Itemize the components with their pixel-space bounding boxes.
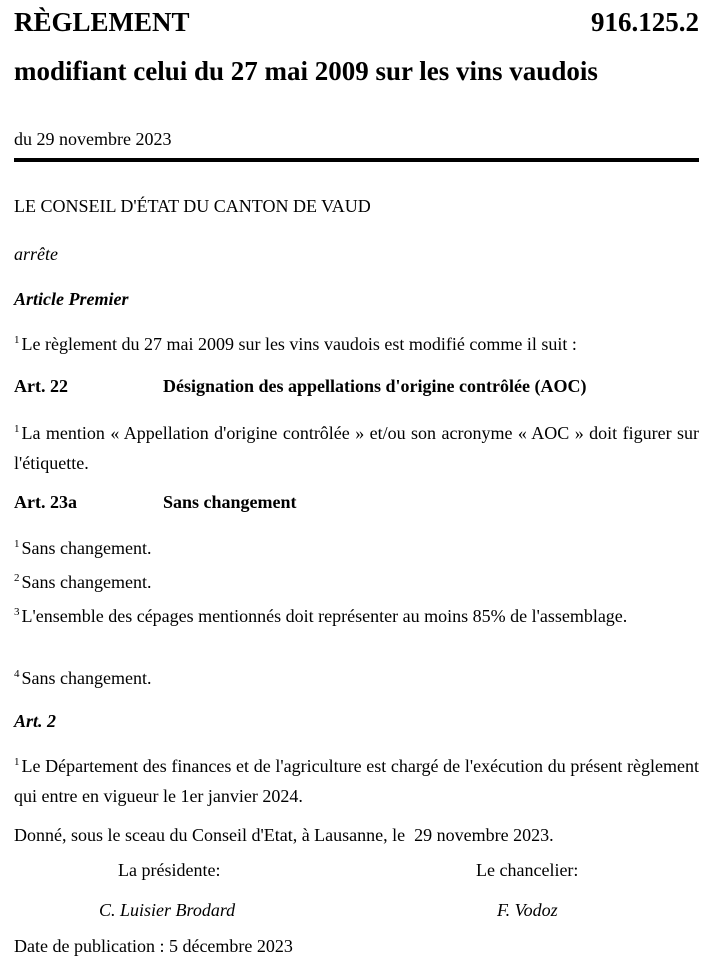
art2-heading: Art. 2 — [14, 711, 57, 731]
decision-verb: arrête — [14, 244, 58, 264]
paragraph-number: 4 — [14, 668, 20, 680]
document-type: RÈGLEMENT — [14, 7, 190, 37]
art22-paragraph-1 — [14, 418, 699, 478]
paragraph-number: 1 — [14, 538, 20, 550]
paragraph-number: 1 — [14, 756, 20, 768]
art22-number: Art. 22 — [14, 376, 68, 396]
document-date: du 29 novembre 2023 — [14, 129, 172, 149]
paragraph-text: L'ensemble des cépages mentionnés doit représenter au moins 85% de l'assemblage. — [21, 606, 628, 626]
paragraph-text: Sans changement. — [21, 572, 152, 592]
paragraph-number: 1 — [14, 334, 20, 346]
paragraph-text: Le Département des finances et de l'agriculture est chargé de l'exécution du présent règlement qui entre en vigueur le 1er janvier 2024. — [14, 756, 699, 806]
publication-date: Date de publication : 5 décembre 2023 — [14, 936, 293, 956]
document-subtitle: modifiant celui du 27 mai 2009 sur les vins vaudois — [14, 56, 598, 86]
art23a-title: Sans changement — [163, 492, 297, 512]
president-label: La présidente: — [118, 860, 221, 880]
paragraph-number: 1 — [14, 423, 20, 435]
paragraph-number: 2 — [14, 572, 20, 584]
article-premier-paragraph-1 — [14, 335, 699, 353]
art2-paragraph-1 — [14, 751, 699, 811]
header-divider — [14, 158, 699, 162]
art23a-number: Art. 23a — [14, 492, 77, 512]
chancellor-name: F. Vodoz — [497, 900, 558, 920]
given-statement: Donné, sous le sceau du Conseil d'Etat, à Lausanne, le 29 novembre 2023. — [14, 825, 554, 845]
art23a-paragraph-4 — [14, 669, 699, 687]
paragraph-number: 3 — [14, 606, 20, 618]
paragraph-text: La mention « Appellation d'origine contrôlée » et/ou son acronyme « AOC » doit figurer sur l'étiquette. — [14, 423, 699, 473]
art23a-paragraph-1 — [14, 539, 699, 557]
authority: LE CONSEIL D'ÉTAT DU CANTON DE VAUD — [14, 196, 371, 216]
art23a-paragraph-2 — [14, 573, 699, 591]
document-reference: 916.125.2 — [591, 7, 699, 37]
paragraph-text: Sans changement. — [21, 668, 152, 688]
art22-heading — [0, 377, 713, 399]
chancellor-label: Le chancelier: — [476, 860, 579, 880]
president-name: C. Luisier Brodard — [99, 900, 236, 920]
paragraph-text: Le règlement du 27 mai 2009 sur les vins vaudois est modifié comme il suit : — [21, 334, 577, 354]
article-premier-heading: Article Premier — [14, 289, 129, 309]
art23a-paragraph-3 — [14, 601, 699, 631]
paragraph-text: Sans changement. — [21, 538, 152, 558]
art23a-heading — [0, 493, 713, 515]
art22-title: Désignation des appellations d'origine contrôlée (AOC) — [163, 376, 587, 396]
